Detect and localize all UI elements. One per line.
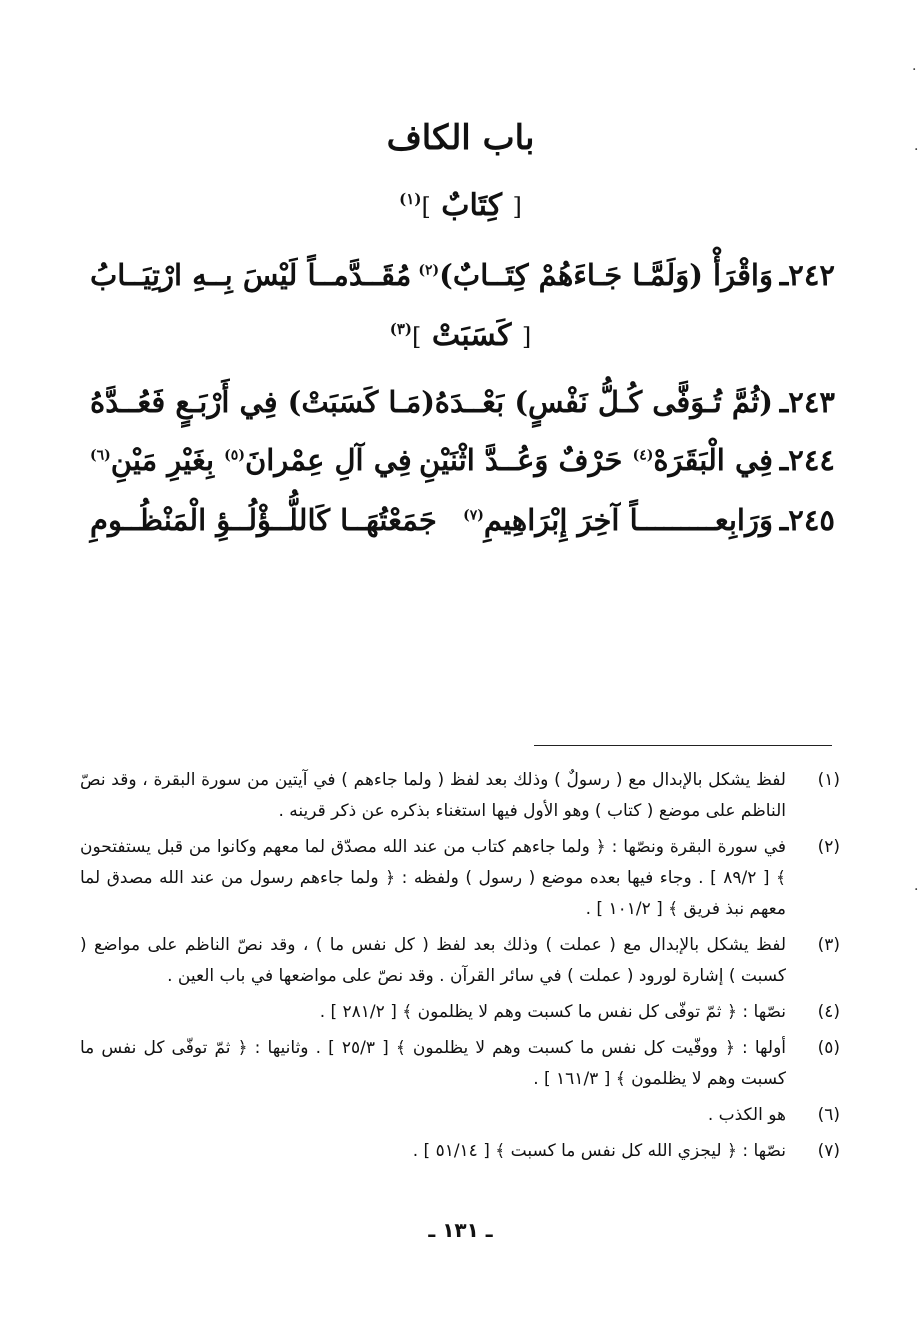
- footnote-number: (٢): [817, 837, 840, 857]
- verse-number: ٢٤٤ـ: [779, 443, 835, 477]
- section-heading: [ كَسَبَتْ ]$^{(٣)}$: [389, 318, 532, 353]
- footnote-text: نصّها : ﴿ ثمّ توفّى كل نفس ما كسبت وهم لا يظلمون ﴾ [ ٢٨١/٢ ] .: [319, 1002, 786, 1022]
- footnote-text: لفظ يشكل بالإبدال مع ( رسولٌ ) وذلك بعد لفظ ( ولما جاءهم ) في آيتين من سورة البقرة ، وقد نصّ الناظم على موضع ( كتاب ) وهو الأول فيها استغناء بذكره عن ذكر قرينه .: [80, 770, 786, 821]
- footnote-text: أولها : ﴿ ووفّيت كل نفس ما كسبت وهم لا يظلمون ﴾ [ ٢٥/٣ ] . وثانيها : ﴿ ثمّ توفّى كل نفس ما كسبت وهم لا يظلمون ﴾ [ ١٦١/٣ ] .: [80, 1038, 787, 1089]
- verse-number: ٢٤٢ـ: [779, 258, 835, 292]
- footnote-text: نصّها : ﴿ ليجزي الله كل نفس ما كسبت ﴾ [ ٥١/١٤ ] .: [412, 1141, 786, 1161]
- footnote-text: هو الكذب .: [707, 1105, 786, 1125]
- footnote-ref: (٣): [389, 320, 413, 338]
- verse-line: [90, 258, 835, 306]
- footnote-number: (٤): [817, 1002, 840, 1022]
- footnote: [80, 1136, 840, 1167]
- page-number: ـ ١٣١ ـ: [428, 1218, 493, 1242]
- verse-second-hemistich: فِي آلِ عِمْرانَ$^{(٥)}$ بِغَيْرِ مَيْنِ$^{(٦)}$: [90, 443, 412, 477]
- scan-mark: ·: [914, 142, 919, 158]
- verse-number: ٢٤٥ـ: [779, 503, 835, 537]
- section-heading: [ كِتَابٌ ]$^{(١)}$: [399, 188, 522, 223]
- chapter-title: باب الكاف: [386, 118, 535, 158]
- scan-mark: ·: [912, 62, 917, 78]
- footnote-number: (٦): [817, 1105, 840, 1125]
- verse-first-hemistich: فِي الْبَقَرَهْ$^{(٤)}$ حَرْفٌ وَعُــدَّ اثْنَيْنِ: [419, 443, 773, 477]
- footnote-ref: (٢): [418, 262, 440, 279]
- section-word: كَسَبَتْ: [431, 318, 512, 353]
- footnote: [80, 1033, 840, 1095]
- footnote-number: (١): [817, 770, 840, 790]
- footnote: [80, 997, 840, 1028]
- footnote-text: في سورة البقرة ونصّها : ﴿ ولما جاءهم كتاب من عند الله مصدّق لما معهم وكانوا من قبل يستفتحون ﴾ [ ٨٩/٢ ] . وجاء فيها بعده موضع ( رسول ) ولفظه : ﴿ ولما جاءهم رسول من عند الله مصدق لما معهم نبذ فريق ﴾ [ ١٠١/٢ ] .: [80, 837, 787, 919]
- footnote-number: (٧): [817, 1141, 840, 1161]
- verse-second-hemistich: مُقَــدَّمــاً لَيْسَ بِــهِ ارْتِيَــابُ: [90, 258, 412, 292]
- verse-first-hemistich: وَاقْرَأْ (وَلَمَّـا جَـاءَهُمْ كِتَــابٌ)$^{(٢)}$: [418, 258, 773, 292]
- footnote-ref: (٦): [90, 447, 111, 464]
- footnote: [80, 930, 840, 992]
- verse-number: ٢٤٣ـ: [779, 385, 835, 419]
- footnote-ref: (٧): [463, 507, 484, 524]
- scan-mark: ·: [914, 882, 919, 898]
- footnote-ref: (١): [399, 190, 422, 208]
- footnote-number: (٥): [817, 1038, 840, 1058]
- footnote-ref: (٥): [224, 447, 245, 464]
- section-word: كِتَابٌ: [441, 188, 502, 223]
- footnotes: [80, 765, 840, 1172]
- verse-line: [90, 443, 835, 491]
- verse-first-hemistich: وَرَابِعـــــــــاً آخِرَ إِبْرَاهِيمِ$^{(٧)}$: [463, 503, 773, 537]
- verse-line: [90, 385, 835, 433]
- footnote-divider: [534, 745, 832, 746]
- verse-first-hemistich: (ثُمَّ تُـوَفَّى كُـلُّ نَفْسٍ) بَعْــدَهُ: [434, 385, 773, 419]
- verse-second-hemistich: جَمَعْتُهَــا كَاللُّــؤْلُــؤِ الْمَنْظُــومِ: [90, 503, 437, 537]
- footnote: [80, 765, 840, 827]
- footnote-text: لفظ يشكل بالإبدال مع ( عملت ) وذلك بعد لفظ ( كل نفس ما ) ، وقد نصّ الناظم على مواضع ( كسبت ) إشارة لورود ( عملت ) في سائر القرآن . وقد نصّ على مواضعها في باب العين .: [80, 935, 786, 986]
- verse-second-hemistich: (مَـا كَسَبَتْ) فِي أَرْبَـعٍ فَعُــدَّهُ: [90, 385, 435, 419]
- footnote: [80, 1100, 840, 1131]
- footnote-ref: (٤): [632, 447, 654, 464]
- verse-line: [90, 503, 835, 551]
- footnote: [80, 832, 840, 925]
- footnote-number: (٣): [817, 935, 840, 955]
